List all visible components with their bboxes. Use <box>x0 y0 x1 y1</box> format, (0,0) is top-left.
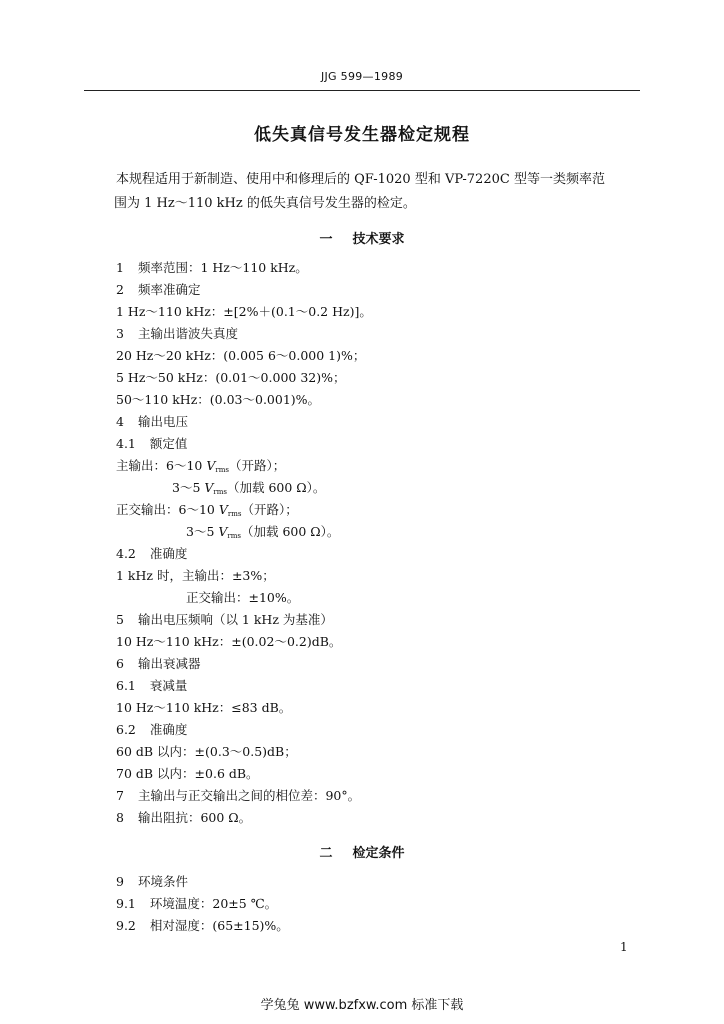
clause-2 <box>116 282 200 298</box>
clause-6-2-value-2: 70 dB 以内：±0.6 dB。 <box>116 766 259 781</box>
quadrature-output-loaded <box>186 524 339 544</box>
clause-1 <box>116 260 308 276</box>
clause-text: 准确度 <box>149 722 188 737</box>
clause-number: 3 <box>116 326 124 341</box>
clause-number: 5 <box>116 612 124 627</box>
clause-text: 额定值 <box>149 436 188 451</box>
value-prefix: 主输出：6～10 <box>116 458 207 473</box>
clause-number: 6 <box>116 656 124 671</box>
clause-number: 6.1 <box>116 678 136 693</box>
clause-8 <box>116 810 251 826</box>
clause-number: 9.2 <box>116 918 136 933</box>
section-number: 一 <box>319 232 333 247</box>
section-number: 二 <box>319 846 333 861</box>
clause-number: 4.2 <box>116 546 136 561</box>
clause-text: 主输出与正交输出之间的相位差：90°。 <box>137 788 361 803</box>
clause-9 <box>116 874 188 890</box>
clause-number: 9.1 <box>116 896 136 911</box>
clause-text: 输出电压频响（以 1 kHz 为基准） <box>137 612 333 627</box>
clause-3-value-3: 50～110 kHz：(0.03～0.001)%。 <box>116 392 321 407</box>
clause-4-2 <box>116 546 187 562</box>
intro-line-1: 本规程适用于新制造、使用中和修理后的 QF-1020 型和 VP-7220C 型等一类频率范 <box>116 172 605 187</box>
clause-6-2 <box>116 722 187 738</box>
rms-subscript: rms <box>213 488 227 496</box>
clause-number: 1 <box>116 260 124 275</box>
clause-text: 输出衰减器 <box>137 656 201 671</box>
clause-text: 环境温度：20±5 ℃。 <box>149 896 278 911</box>
voltage-symbol: V <box>218 524 228 539</box>
clause-number: 4.1 <box>116 436 136 451</box>
value-suffix: （加载 600 Ω）。 <box>227 480 326 495</box>
clause-text: 环境条件 <box>137 874 188 889</box>
document-title: 低失真信号发生器检定规程 <box>254 125 470 145</box>
value-suffix: （开路）； <box>228 458 286 473</box>
voltage-symbol: V <box>204 480 214 495</box>
clause-text: 频率准确定 <box>137 282 201 297</box>
clause-number: 8 <box>116 810 124 825</box>
intro-line-2: 围为 1 Hz～110 kHz 的低失真信号发生器的检定。 <box>114 196 416 211</box>
section-title: 检定条件 <box>352 846 405 861</box>
voltage-symbol: V <box>206 458 216 473</box>
value-prefix: 3～5 <box>186 524 219 539</box>
standard-code: JJG 599—1989 <box>320 70 404 83</box>
value-prefix: 正交输出：6～10 <box>116 502 219 517</box>
clause-text: 频率范围：1 Hz～110 kHz。 <box>137 260 308 275</box>
value-suffix: （开路）； <box>241 502 298 517</box>
footer-watermark: 学兔兔 www.bzfxw.com 标准下载 <box>260 998 464 1013</box>
clause-number: 4 <box>116 414 124 429</box>
clause-5 <box>116 612 333 628</box>
clause-number: 6.2 <box>116 722 136 737</box>
accuracy-quadrature-output: 正交输出：±10%。 <box>186 590 300 605</box>
clause-text: 主输出谐波失真度 <box>137 326 238 341</box>
clause-text: 准确度 <box>149 546 188 561</box>
voltage-symbol: V <box>218 502 228 517</box>
section-heading-2 <box>0 842 724 861</box>
clause-text: 衰减量 <box>149 678 188 693</box>
clause-number: 7 <box>116 788 124 803</box>
clause-7 <box>116 788 360 804</box>
quadrature-output-open <box>116 502 298 522</box>
clause-6-1-value: 10 Hz～110 kHz：≤83 dB。 <box>116 700 292 715</box>
rms-subscript: rms <box>227 532 241 540</box>
section-title: 技术要求 <box>352 232 405 247</box>
clause-3-value-1: 20 Hz～20 kHz：(0.005 6～0.000 1)%； <box>116 348 366 363</box>
rms-subscript: rms <box>215 466 229 474</box>
page-number: 1 <box>620 940 628 954</box>
clause-text: 输出阻抗：600 Ω。 <box>137 810 252 825</box>
value-suffix: （加载 600 Ω）。 <box>241 524 340 539</box>
header-rule <box>84 90 640 91</box>
clause-2-value: 1 Hz～110 kHz：±[2%＋(0.1～0.2 Hz)]。 <box>116 304 372 319</box>
intro-paragraph <box>116 168 636 216</box>
accuracy-main-output: 1 kHz 时，主输出：±3%； <box>116 568 275 583</box>
rms-subscript: rms <box>227 510 242 518</box>
clause-3 <box>116 326 238 342</box>
clause-6-2-value-1: 60 dB 以内：±(0.3～0.5)dB； <box>116 744 297 759</box>
clause-6-1 <box>116 678 187 694</box>
clause-4 <box>116 414 188 430</box>
clause-text: 输出电压 <box>137 414 188 429</box>
clause-number: 2 <box>116 282 124 297</box>
clause-4-1 <box>116 436 187 452</box>
clause-text: 相对湿度：(65±15)%。 <box>149 918 289 933</box>
clause-6 <box>116 656 200 672</box>
clause-3-value-2: 5 Hz～50 kHz：(0.01～0.000 32)%； <box>116 370 346 385</box>
main-output-loaded <box>172 480 325 500</box>
clause-9-2 <box>116 918 289 934</box>
main-output-open <box>116 458 285 478</box>
section-heading-1 <box>0 228 724 247</box>
clause-number: 9 <box>116 874 124 889</box>
clause-9-1 <box>116 896 277 912</box>
clause-5-value: 10 Hz～110 kHz：±(0.02～0.2)dB。 <box>116 634 342 649</box>
value-prefix: 3～5 <box>172 480 205 495</box>
